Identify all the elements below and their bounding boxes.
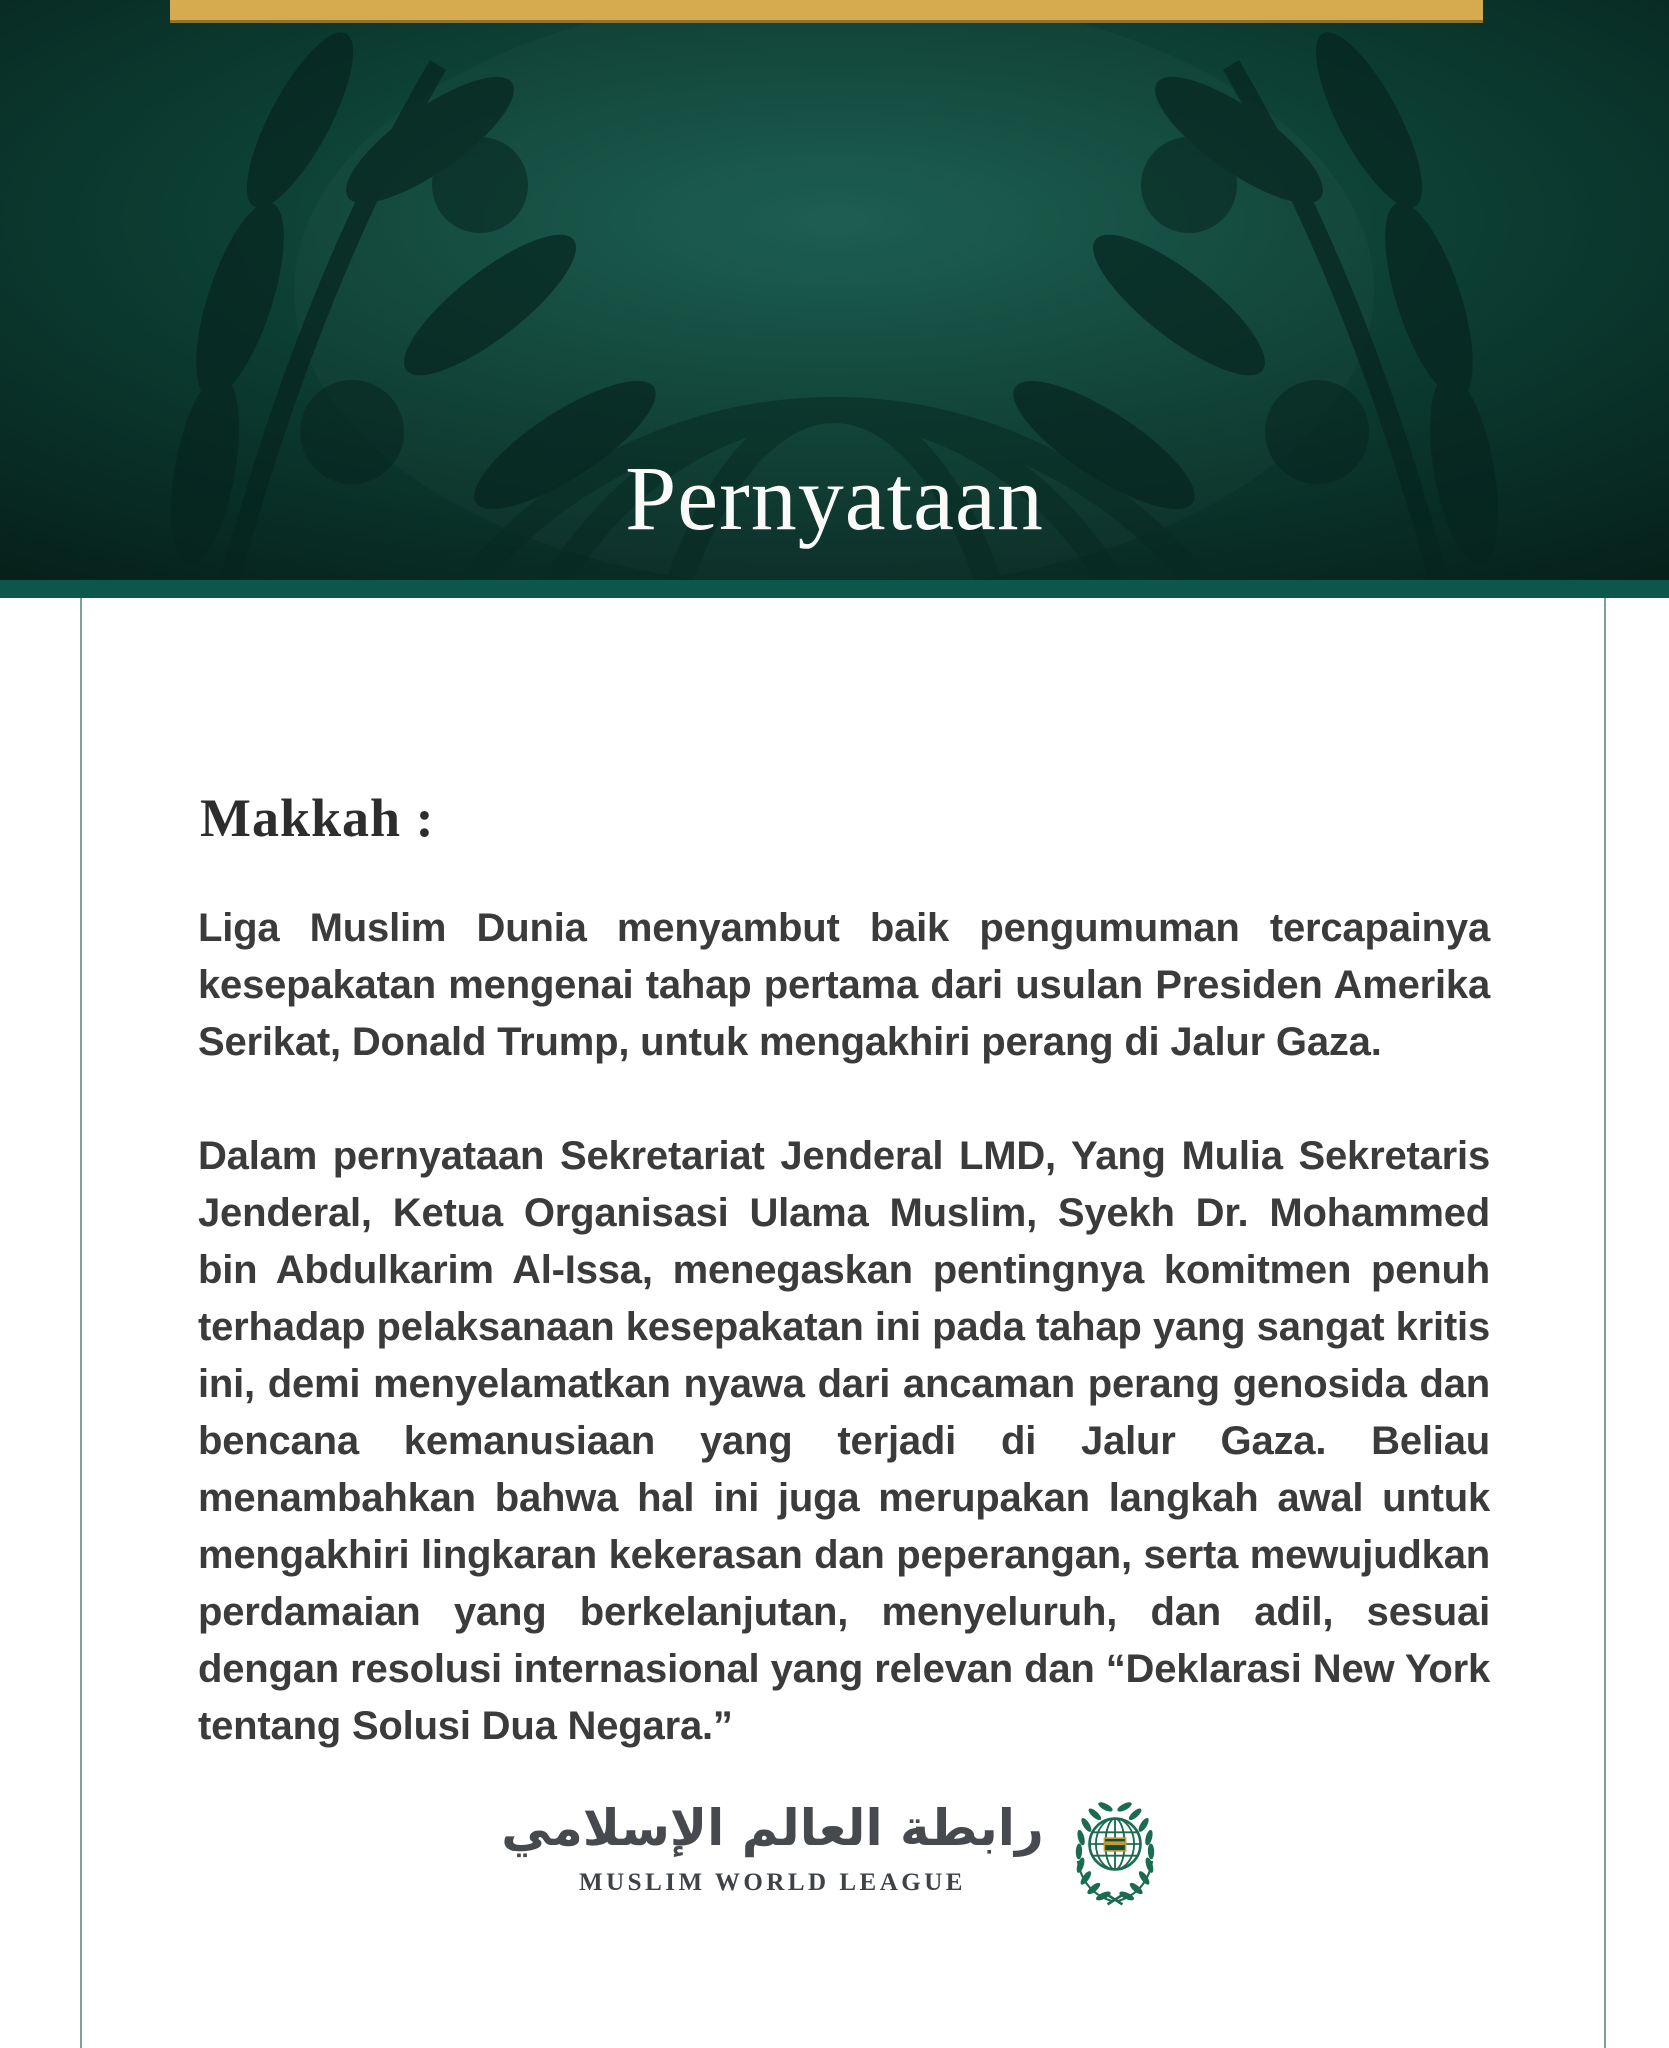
teal-divider-band (0, 580, 1669, 598)
logo-english-wordmark: MUSLIM WORLD LEAGUE (579, 1869, 966, 1896)
header-banner (0, 0, 1669, 580)
logo-text-column (501, 1795, 1043, 1897)
page-title: Pernyataan (625, 447, 1044, 549)
mwl-wreath-globe-emblem-icon (1062, 1797, 1168, 1909)
paragraph-1: Liga Muslim Dunia menyambut baik pengumuman tercapainya kesepakatan mengenai tahap pertama dari usulan Presiden Amerika Serikat, Donald Trump, untuk mengakhiri perang di Jalur Gaza. (198, 906, 1490, 1064)
paragraph-2: Dalam pernyataan Sekretariat Jenderal LMD, Yang Mulia Sekretaris Jenderal, Ketua Organisasi Ulama Muslim, Syekh Dr. Mohammed bin Abdulkarim Al-Issa, menegaskan pentingnya komitmen penuh terhadap pelaksanaan kesepakatan ini pada tahap yang sangat kritis ini, demi menyelamatkan nyawa dari ancaman perang genosida dan bencana kemanusiaan yang terjadi di Jalur Gaza. Beliau menambahkan bahwa hal ini juga merupakan langkah awal untuk mengakhiri lingkaran kekerasan dan peperangan, serta mewujudkan perdamaian yang berkelanjutan, menyeluruh, dan adil, sesuai dengan resolusi internasional yang relevan dan “Deklarasi New York tentang Solusi Dua Negara.” (198, 1134, 1490, 1748)
city-heading: Makkah : (200, 788, 435, 848)
organization-logo (0, 1795, 1669, 1909)
statement-body (198, 900, 1490, 1812)
left-vertical-rule (80, 598, 82, 2048)
right-vertical-rule (1604, 598, 1606, 2048)
logo-arabic-calligraphy: رابطة العالم الإسلامي (501, 1799, 1044, 1857)
gold-accent-bar (170, 0, 1483, 23)
